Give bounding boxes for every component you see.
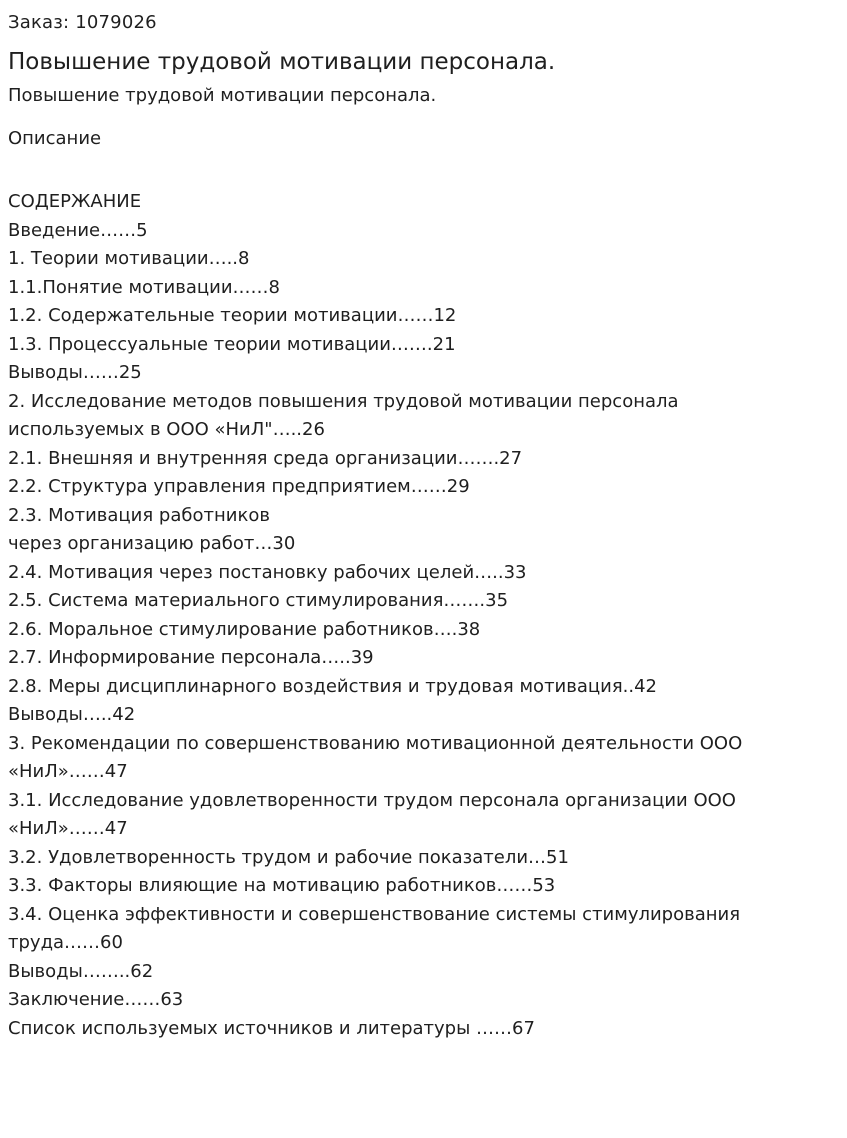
- toc-item: Выводы……..62: [8, 960, 154, 982]
- toc-item: 2.6. Моральное стимулирование работников….38: [8, 618, 481, 640]
- description-heading: Описание: [8, 128, 102, 149]
- page-subtitle: Повышение трудовой мотивации персонала.: [8, 85, 437, 106]
- page-title: Повышение трудовой мотивации персонала.: [8, 49, 556, 75]
- table-of-contents: [8, 188, 839, 1043]
- toc-item: 2.3. Мотивация работников: [8, 504, 270, 526]
- toc-item: 1.3. Процессуальные теории мотивации…….21: [8, 333, 456, 355]
- toc-item: 1.1.Понятие мотивации……8: [8, 276, 280, 298]
- toc-item: 3.1. Исследование удовлетворенности трудом персонала организации ООО: [8, 789, 736, 811]
- toc-item: 3.2. Удовлетворенность трудом и рабочие показатели…51: [8, 846, 569, 868]
- toc-item: Выводы…..42: [8, 704, 136, 725]
- toc-item: Список используемых источников и литературы ……67: [8, 1017, 535, 1039]
- toc-item: 2.2. Структура управления предприятием……29: [8, 476, 470, 497]
- toc-item: используемых в ООО «НиЛ"…..26: [8, 419, 325, 440]
- toc-item: 2.5. Система материального стимулирования…….35: [8, 590, 509, 611]
- toc-item: Введение……5: [8, 219, 148, 241]
- toc-item: труда……60: [8, 932, 123, 953]
- toc-item: 2. Исследование методов повышения трудовой мотивации персонала: [8, 390, 679, 412]
- toc-item: 2.4. Мотивация через постановку рабочих целей…..33: [8, 561, 527, 583]
- toc-item: 3.3. Факторы влияющие на мотивацию работников……53: [8, 875, 556, 896]
- toc-heading: СОДЕРЖАНИЕ: [8, 191, 142, 212]
- toc-item: 3.4. Оценка эффективности и совершенствование системы стимулирования: [8, 903, 741, 925]
- toc-item: «НиЛ»……47: [8, 761, 128, 782]
- toc-item: через организацию работ…30: [8, 533, 296, 554]
- order-number: Заказ: 1079026: [8, 12, 157, 33]
- toc-item: 2.7. Информирование персонала…..39: [8, 647, 374, 668]
- toc-item: Заключение……63: [8, 989, 184, 1010]
- toc-item: 2.8. Меры дисциплинарного воздействия и трудовая мотивация..42: [8, 675, 658, 697]
- toc-item: «НиЛ»……47: [8, 818, 128, 839]
- toc-item: Выводы……25: [8, 362, 142, 383]
- toc-item: 1. Теории мотивации…..8: [8, 248, 250, 269]
- toc-item: 2.1. Внешняя и внутренняя среда организации…….27: [8, 447, 523, 469]
- toc-item: 1.2. Содержательные теории мотивации……12: [8, 305, 457, 326]
- toc-item: 3. Рекомендации по совершенствованию мотивационной деятельности ООО: [8, 732, 743, 754]
